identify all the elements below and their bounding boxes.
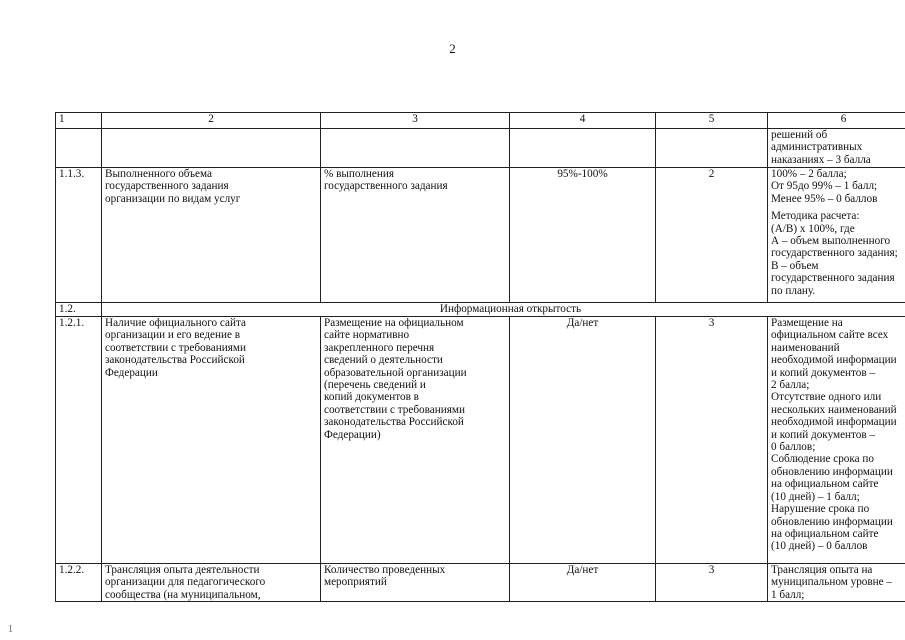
row-number: 1.1.3.: [56, 168, 102, 303]
header-row: [56, 113, 905, 129]
header-col-4: 4: [510, 113, 656, 129]
value-cell: Да/нет: [510, 564, 656, 602]
margin-mark: 1: [8, 624, 13, 635]
score-cell: 3: [656, 564, 768, 602]
header-col-2: 2: [102, 113, 321, 129]
value-cell: 95%-100%: [510, 168, 656, 303]
indicator-cell: Трансляция опыта деятельности организации для педагогического сообщества (на муниципальном,: [102, 564, 321, 602]
criteria-cell: 100% – 2 балла; От 95до 99% – 1 балл; Менее 95% – 0 баллов Методика расчета: (А/В) х 100%, где А – объем выполненного государственного задания; В – объем государственного задания по плану.: [768, 168, 905, 303]
criteria-table: [55, 112, 905, 602]
criteria-cell: решений об административных наказаниях – 3 балла: [768, 129, 905, 168]
indicator-cell: Наличие официального сайта организации и его ведение в соответствии с требованиями законодательства Российской Федерации: [102, 317, 321, 564]
table-row-continuation: [56, 129, 905, 168]
criteria-cell: Размещение на официальном сайте всех наименований необходимой информации и копий документов – 2 балла; Отсутствие одного или нескольких наименований необходимой информации и копий документов – 0 баллов; Соблюдение срока по обновлению информации на официальном сайте (10 дней) – 1 балл; Нарушение срока по обновлению информации на официальном сайте (10 дней) – 0 баллов: [768, 317, 905, 564]
page-number: 2: [449, 41, 456, 56]
section-title: Информационная открытость: [102, 303, 905, 317]
score-cell: 2: [656, 168, 768, 303]
indicator-cell: Выполненного объема государственного задания организации по видам услуг: [102, 168, 321, 303]
table-row-1-2-2: [56, 564, 905, 602]
table-row-1-1-3: [56, 168, 905, 303]
criteria-cell: Трансляция опыта на муниципальном уровне – 1 балл;: [768, 564, 905, 602]
row-number: 1.2.2.: [56, 564, 102, 602]
measure-cell: Количество проведенных мероприятий: [321, 564, 510, 602]
header-col-1: 1: [56, 113, 102, 129]
value-cell: Да/нет: [510, 317, 656, 564]
table-row-1-2-1: [56, 317, 905, 564]
row-number: 1.2.1.: [56, 317, 102, 564]
score-cell: 3: [656, 317, 768, 564]
section-row-1-2: [56, 303, 905, 317]
header-col-5: 5: [656, 113, 768, 129]
measure-cell: Размещение на официальном сайте нормативно закрепленного перечня сведений о деятельности образовательной организации (перечень сведений и копий документов в соответствии с требованиями законодательства Российской Федерации): [321, 317, 510, 564]
header-col-6: 6: [768, 113, 905, 129]
row-number: 1.2.: [56, 303, 102, 317]
header-col-3: 3: [321, 113, 510, 129]
measure-cell: % выполнения государственного задания: [321, 168, 510, 303]
